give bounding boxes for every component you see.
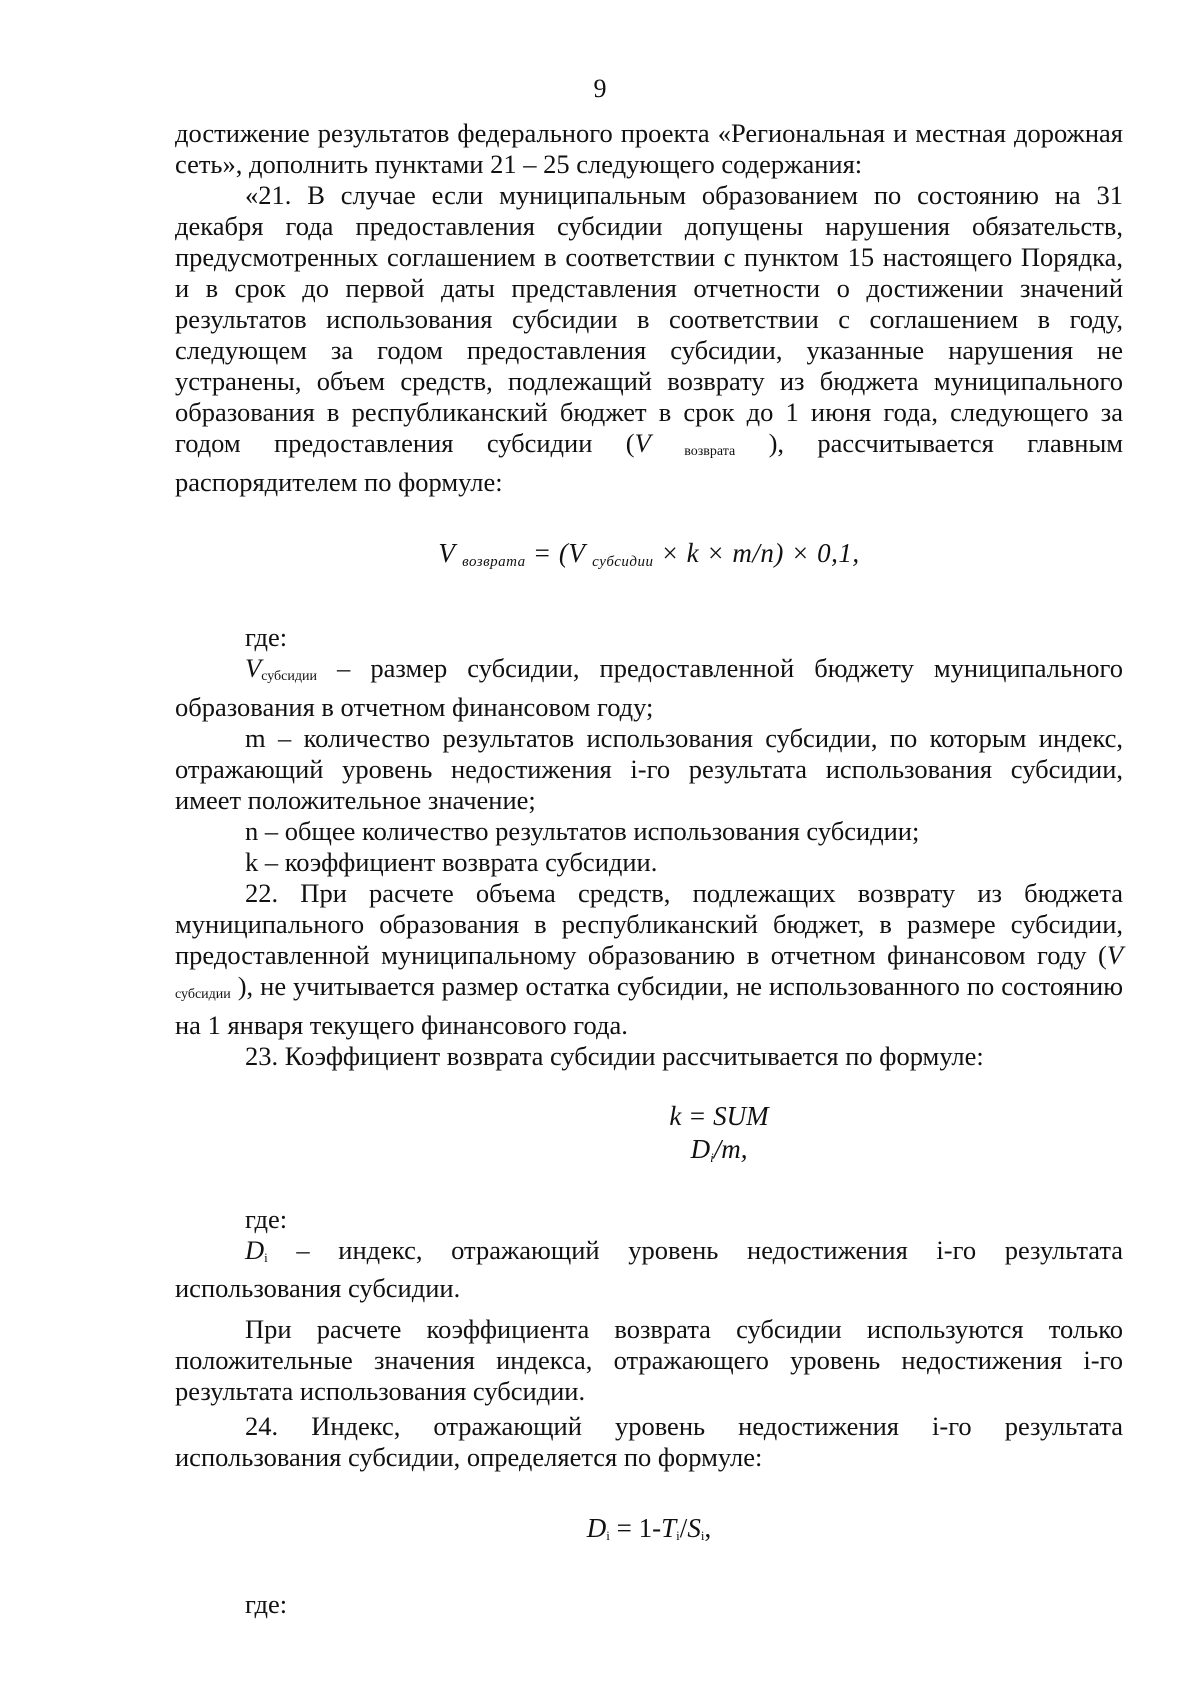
f3-d: D	[586, 1513, 607, 1543]
f3-eq: = 1-	[609, 1513, 662, 1543]
f3-s: S	[687, 1513, 701, 1543]
f1-rest: × k × m/n) × 0,1,	[653, 538, 860, 568]
def-d-letter: D	[245, 1235, 265, 1265]
v-symbol: V	[634, 428, 651, 458]
f2-line1: k = SUM	[669, 1101, 769, 1131]
f3-t: T	[661, 1513, 677, 1543]
f3-i3: i	[700, 1528, 705, 1543]
def-n: n – общее количество результатов использования субсидии;	[245, 816, 920, 846]
paragraph-23: 23. Коэффициент возврата субсидии рассчитывается по формуле:	[245, 1041, 984, 1071]
paragraph-21	[175, 180, 1123, 498]
def-v-symbol: V	[245, 653, 262, 683]
document-body	[175, 118, 1123, 1620]
def-d-text: – индекс, отражающий уровень недостижения i-го результата использования субсидии.	[175, 1235, 1123, 1303]
formula-k	[175, 1100, 1123, 1174]
f3-i1: i	[606, 1528, 610, 1543]
f3-end: ,	[704, 1513, 712, 1543]
formula-v-vozvrata	[175, 538, 1123, 578]
f1-lhs-sub: возврата	[462, 554, 526, 570]
gde-2: где:	[245, 1204, 288, 1234]
f1-rhs-sub: субсидии	[592, 554, 654, 570]
def-d	[175, 1235, 1123, 1304]
p22-tail: ), не учитывается размер остатка субсидии, не использованного по состоянию на 1 января текущего финансового года.	[175, 971, 1123, 1040]
f1-v2: V	[568, 538, 585, 568]
paragraph-24: 24. Индекс, отражающий уровень недостижения i-го результата использования субсидии, определяется по формуле:	[175, 1411, 1123, 1472]
f2-d: D	[690, 1134, 711, 1164]
paragraph-positive: При расчете коэффициента возврата субсидии используются только положительные значения индекса, отражающего уровень недостижения i-го результата использования субсидии.	[175, 1314, 1123, 1406]
f2-i: i	[710, 1150, 714, 1165]
def-d-sub: i	[264, 1250, 268, 1265]
def-k: k – коэффициент возврата субсидии.	[245, 847, 658, 877]
p21-tail: ), рассчитывается главным распорядителем по формуле:	[175, 428, 1124, 497]
def-v-text: – размер субсидии, предоставленной бюджету муниципального образования в отчетном финансовом году;	[175, 653, 1124, 722]
paragraph-22	[175, 878, 1123, 1041]
f1-v: V	[438, 538, 455, 568]
page-number: 9	[593, 74, 607, 103]
f3-slash: /	[679, 1513, 688, 1543]
p21-text: «21. В случае если муниципальным образованием по состоянию на 31 декабря года предоставления субсидии допущены нарушения обязательств, предусмотренных соглашением в соответствии с пунктом 15 настоящего Порядка, и в срок до первой даты представления отчетности о достижении значений результатов использования субсидии в соответствии с соглашением в году, следующем за годом предоставления субсидии, указанные нарушения не устранены, объем средств, подлежащий возврату из бюджета муниципального образования в республиканский бюджет в срок до 1 июня года, следующего за годом предоставления субсидии (	[175, 180, 1123, 458]
def-v-sub: субсидии	[261, 669, 317, 684]
p22-text: 22. При расчете объема средств, подлежащих возврату из бюджета муниципального образования в республиканский бюджет, в размере субсидии, предоставленной муниципальному образованию в отчетном финансовом году (	[175, 878, 1123, 970]
def-m: m – количество результатов использования субсидии, по которым индекс, отражающий уровень недостижения i-го результата использования субсидии, имеет положительное значение;	[175, 723, 1123, 815]
paragraph-intro: достижение результатов федерального проекта «Региональная и местная дорожная сеть», дополнить пунктами 21 – 25 следующего содержания:	[175, 118, 1123, 179]
p22-v: V	[1106, 940, 1123, 970]
p22-v-sub: субсидии	[175, 987, 231, 1002]
f3-i2: i	[676, 1528, 680, 1543]
f1-eq: = (	[525, 538, 569, 568]
gde-3: где:	[245, 1589, 288, 1619]
def-v-subsidii	[175, 653, 1123, 723]
formula-d	[175, 1513, 1123, 1551]
f2-line2	[175, 1133, 1123, 1174]
v-sub-vozvrata: возврата	[684, 444, 736, 459]
gde-1: где:	[245, 622, 288, 652]
f2-rest: /m,	[713, 1134, 748, 1164]
